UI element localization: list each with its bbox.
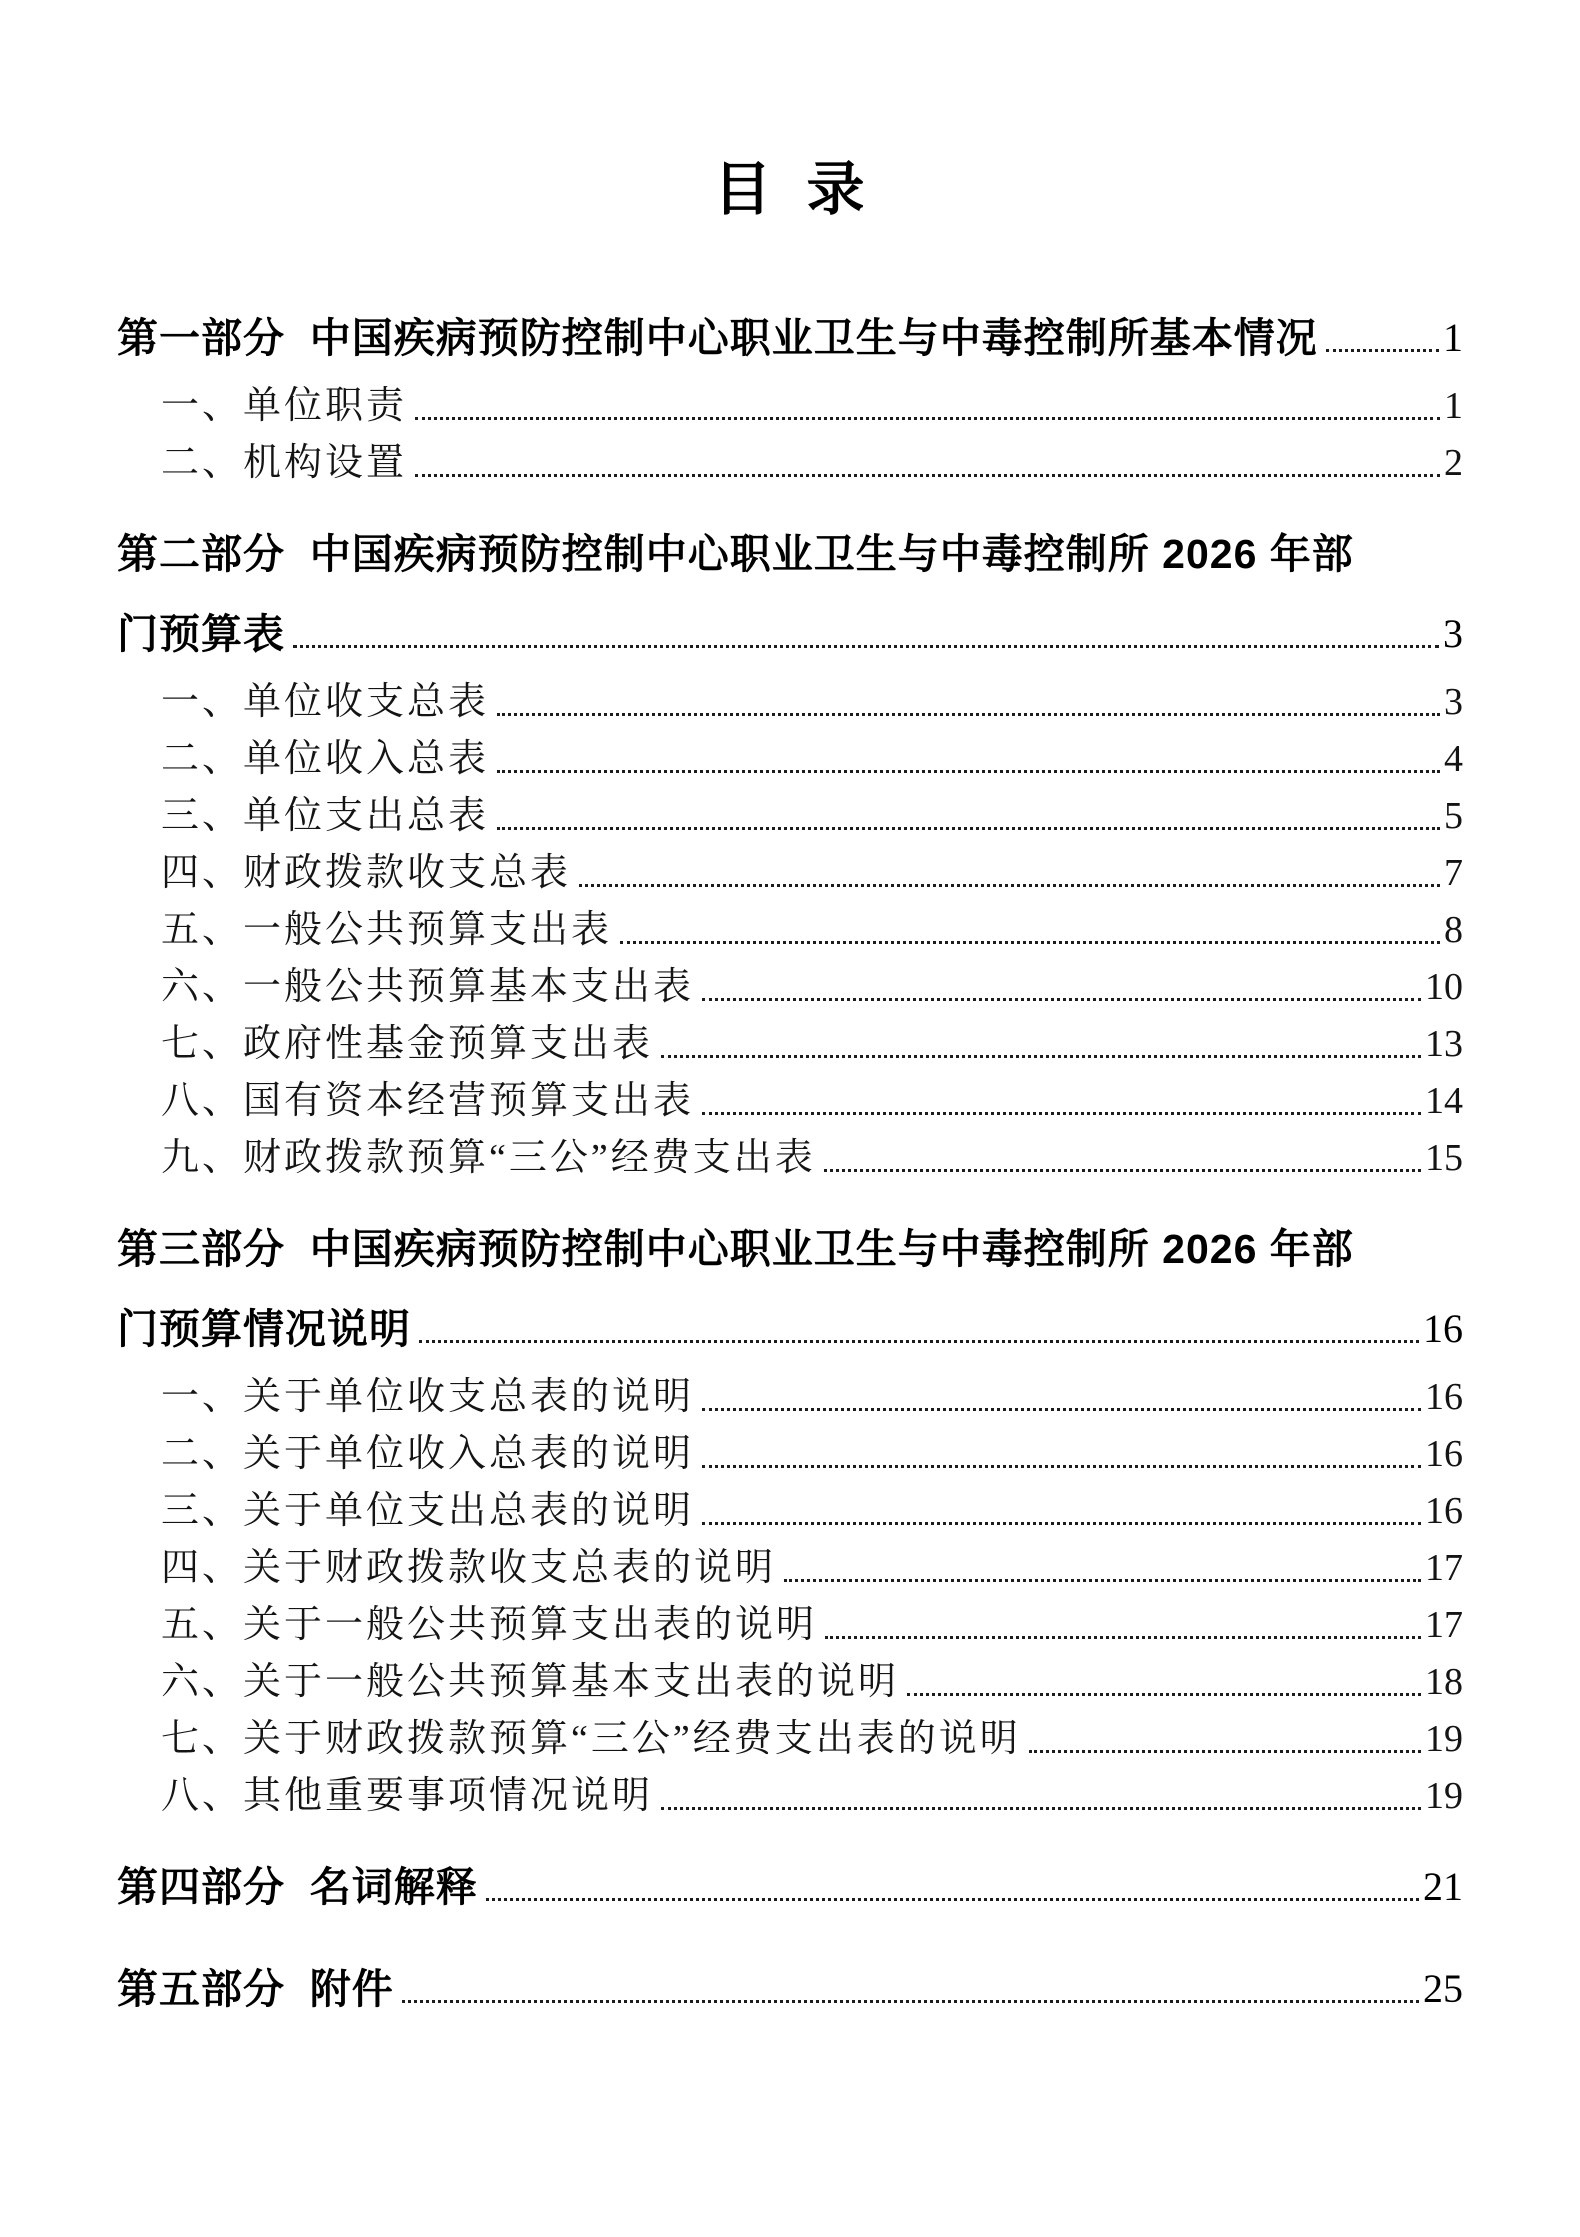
- toc-page-number: 10: [1425, 966, 1463, 1008]
- toc-line-text: 四、关于财政拨款收支总表的说明: [161, 1547, 777, 1589]
- toc-page-number: 19: [1425, 1718, 1463, 1760]
- toc-page-number: 2: [1444, 442, 1463, 484]
- toc-dot-leader: [293, 568, 1439, 648]
- toc-dot-leader: [702, 1411, 1421, 1468]
- toc-dot-leader: [497, 773, 1440, 830]
- toc-line-text: 一、单位收支总表: [161, 681, 490, 723]
- toc-line-text: 四、财政拨款收支总表: [161, 852, 572, 894]
- toc-line: [117, 1130, 1463, 1187]
- toc-page-number: 14: [1425, 1080, 1463, 1122]
- toc-line-text: 二、单位收入总表: [161, 738, 490, 780]
- toc-line-text: 九、财政拨款预算“三公”经费支出表: [161, 1137, 816, 1179]
- toc-line-text: 六、关于一般公共预算基本支出表的说明: [161, 1661, 900, 1703]
- toc-dot-leader: [661, 1001, 1421, 1058]
- toc-page-number: 1: [1443, 315, 1463, 360]
- toc-dot-leader: [415, 363, 1440, 420]
- toc-page-number: 8: [1444, 909, 1463, 951]
- toc-line: [117, 1949, 1463, 2029]
- toc-page-number: 18: [1425, 1661, 1463, 1703]
- toc-line-text: 六、一般公共预算基本支出表: [161, 966, 695, 1008]
- toc-page-number: 3: [1444, 681, 1463, 723]
- toc-dot-leader: [402, 1923, 1419, 2003]
- toc-page-number: 3: [1443, 611, 1463, 656]
- toc-line-text: 八、国有资本经营预算支出表: [161, 1080, 695, 1122]
- toc-dot-leader: [702, 1058, 1421, 1115]
- toc-page-number: 17: [1425, 1604, 1463, 1646]
- toc-dot-leader: [620, 887, 1440, 944]
- toc-line-text: 七、关于财政拨款预算“三公”经费支出表的说明: [161, 1718, 1021, 1760]
- toc-dot-leader: [702, 944, 1421, 1001]
- toc-page-number: 16: [1423, 1306, 1463, 1351]
- toc-page-number: 13: [1425, 1023, 1463, 1065]
- toc-dot-leader: [1326, 272, 1439, 352]
- toc-dot-leader: [907, 1639, 1421, 1696]
- toc-line-text: 七、政府性基金预算支出表: [161, 1023, 654, 1065]
- toc-line-text: 三、关于单位支出总表的说明: [161, 1490, 695, 1532]
- toc-page-number: 16: [1425, 1376, 1463, 1418]
- toc-line-text: 五、一般公共预算支出表: [161, 909, 613, 951]
- page-title: 目 录: [713, 157, 867, 222]
- toc-list: [117, 298, 1463, 2029]
- toc-dot-leader: [784, 1525, 1421, 1582]
- toc-dot-leader: [415, 420, 1440, 477]
- toc-dot-leader: [497, 659, 1440, 716]
- toc-page-number: 19: [1425, 1775, 1463, 1817]
- toc-line: [117, 435, 1463, 492]
- toc-line-text: 一、关于单位收支总表的说明: [161, 1376, 695, 1418]
- toc-dot-leader: [824, 1115, 1421, 1172]
- toc-dot-leader: [486, 1821, 1419, 1901]
- toc-page-number: 21: [1423, 1864, 1463, 1909]
- toc-page-number: 15: [1425, 1137, 1463, 1179]
- toc-line-text: 三、单位支出总表: [161, 795, 490, 837]
- toc-line-text: 门预算情况说明: [117, 1306, 411, 1352]
- toc-line-text: 第四部分 名词解释: [117, 1864, 478, 1910]
- toc-dot-leader: [702, 1354, 1421, 1411]
- toc-line-text: 第二部分 中国疾病预防控制中心职业卫生与中毒控制所 2026 年部: [117, 531, 1354, 577]
- toc-page-number: 7: [1444, 852, 1463, 894]
- toc-dot-leader: [702, 1468, 1421, 1525]
- toc-dot-leader: [1029, 1696, 1421, 1753]
- toc-page-number: 16: [1425, 1490, 1463, 1532]
- toc-page-number: 17: [1425, 1547, 1463, 1589]
- toc-dot-leader: [497, 716, 1440, 773]
- toc-line-text: 五、关于一般公共预算支出表的说明: [161, 1604, 818, 1646]
- toc-line-text: 八、其他重要事项情况说明: [161, 1775, 654, 1817]
- toc-line-text: 第五部分 附件: [117, 1966, 394, 2012]
- toc-line: [117, 1847, 1463, 1927]
- toc-page-number: 5: [1444, 795, 1463, 837]
- toc-page-number: 25: [1423, 1966, 1463, 2011]
- toc-page-number: 16: [1425, 1433, 1463, 1475]
- toc-page-number: 4: [1444, 738, 1463, 780]
- toc-line-text: 门预算表: [117, 611, 285, 657]
- toc-line-text: 一、单位职责: [161, 385, 408, 427]
- toc-line-text: 二、机构设置: [161, 442, 408, 484]
- toc-dot-leader: [661, 1753, 1421, 1810]
- toc-line-text: 第一部分 中国疾病预防控制中心职业卫生与中毒控制所基本情况: [117, 315, 1318, 361]
- toc-dot-leader: [419, 1263, 1419, 1343]
- toc-line: [117, 1768, 1463, 1825]
- toc-line-text: 第三部分 中国疾病预防控制中心职业卫生与中毒控制所 2026 年部: [117, 1226, 1354, 1272]
- toc-dot-leader: [579, 830, 1440, 887]
- toc-dot-leader: [825, 1582, 1421, 1639]
- toc-line-text: 二、关于单位收入总表的说明: [161, 1433, 695, 1475]
- toc-page-number: 1: [1444, 385, 1463, 427]
